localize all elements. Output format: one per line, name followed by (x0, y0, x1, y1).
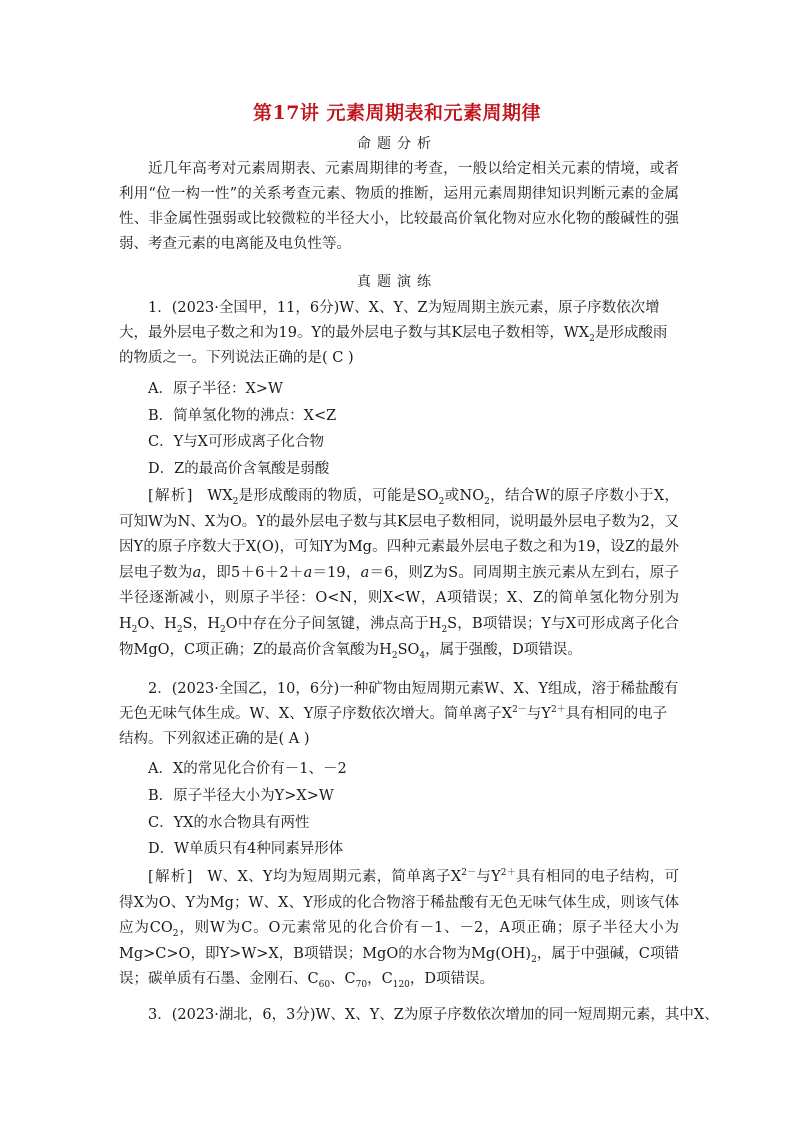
question-2-stem: 2．(2023·全国乙，10，6分)一种矿物由短周期元素W、X、Y组成，溶于稀盐酸有无色无味气体生成。W、X、Y原子序数依次增大。简单离子$X^{2-}$与$Y^{2+}$具有相同的电子结构。下列叙述正确的是( A ) (119, 681, 679, 747)
question-2-analysis-text: W、X、Y均为短周期元素，简单离子$X^{2-}$与$Y^{2+}$具有相同的电子结构，可得X为O、Y为Mg；W、X、Y形成的化合物溶于稀盐酸有无色无味气体生成，则该气体应为$CO_2$，则W为C。O元素常见的化合价有－1、－2，A项正确；原子半径大小为Mg>C>O，即Y>W>X，B项错误；MgO的水合物为$Mg(OH)_2$，属于中强碱，C项错误；碳单质有石墨、金刚石、$C_{60}$、$C_{70}$，$C_{120}$，D项错误。 (119, 868, 680, 991)
question-1-option-b: B．简单氢化物的沸点：X<Z (148, 408, 337, 424)
question-1-option-a: A．原子半径：X>W (148, 381, 283, 397)
question-3-stem: 3．(2023·湖北，6，3分)W、X、Y、Z为原子序数依次增加的同一短周期元素，其中X、 (148, 1007, 719, 1023)
question-1-analysis-label: [ 解析 ] (148, 488, 193, 504)
question-2-analysis (119, 865, 679, 993)
question-2-option-b: B．原子半径大小为Y>X>W (148, 788, 334, 804)
question-2-analysis-label: [ 解析 ] (148, 869, 193, 885)
question-2-option-d: D．W单质只有4种同素异形体 (148, 841, 344, 857)
practice-heading: 真题演练 (357, 274, 437, 290)
question-1-option-c: C．Y与X可形成离子化合物 (148, 434, 324, 450)
question-2-option-a: A．X的常见化合价有－1、－2 (148, 761, 347, 777)
analysis-heading: 命题分析 (357, 136, 437, 152)
question-1-stem-part-a: 1．(2023·全国甲，11，6分)W、X、Y、Z为短周期主族元素，原子序数依次增大，最外层电子数之和为19。Y的最外层电子数与其K层电子数相等，WX (119, 300, 660, 341)
question-1-stem-subscript: 2 (589, 333, 595, 344)
question-1-option-d: D．Z的最高价含氧酸是弱酸 (148, 461, 330, 477)
analysis-paragraph: 近几年高考对元素周期表、元素周期律的考查，一般以给定相关元素的情境，或者利用“位一构一性”的关系考查元素、物质的推断，运用元素周期律知识判断元素的金属性、非金属性强弱或比较微粒的半径大小，比较最高价氧化物对应水化物的酸碱性的强弱、考查元素的电离能及电负性等。 (119, 161, 679, 252)
question-2-option-c: C．YX的水合物具有两性 (148, 815, 310, 831)
question-1-analysis (119, 484, 679, 663)
question-1-stem (119, 296, 679, 371)
page-title: 第17讲 元素周期表和元素周期律 (252, 102, 542, 124)
question-1-analysis-text: $WX_2$是形成酸雨的物质，可能是$SO_2$或$NO_2$，结合W的原子序数小于X，可知W为N、X为O。Y的最外层电子数与其K层电子数相同，说明最外层电子数为2，又因Y的原子序数大于X(O)，可知Y为Mg。四种元素最外层电子数之和为19，设Z的最外层电子数为a，即5＋6＋2＋a＝19，a＝6，则Z为S。同周期主族元素从左到右，原子半径逐渐减小，则原子半径：O<N，则X<W，A项错误；X、Z的简单氢化物分别为$H_2O$、$H_2S$，$H_2O$中存在分子间氢键，沸点高于$H_2S$，B项错误；Y与X可形成离子化合物MgO，C项正确；Z的最高价含氧酸为$H_2SO_4$，属于强酸，D项错误。 (119, 488, 680, 661)
question-1-stem-part-b: 是形成酸雨的物质之一。下列说法正确的是( C ) (119, 325, 668, 366)
